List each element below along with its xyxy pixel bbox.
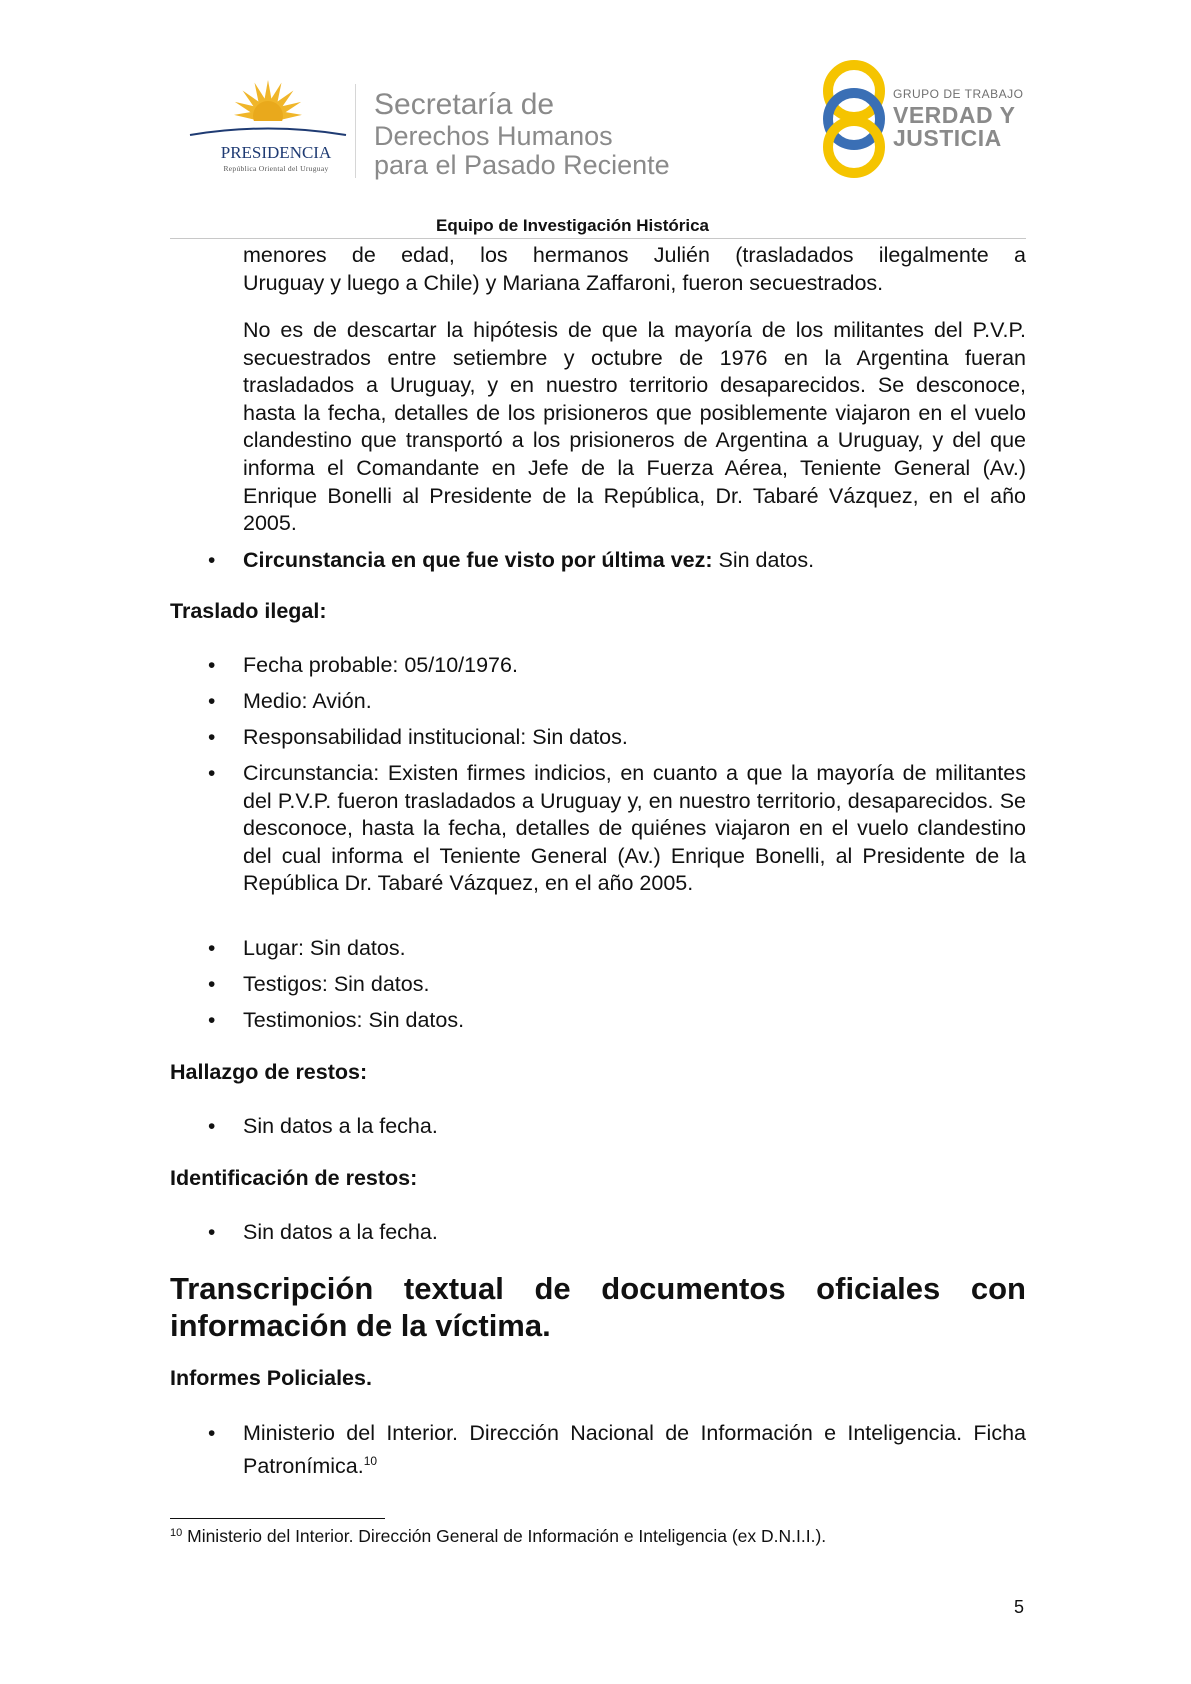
- grupo-trabajo-justicia: JUSTICIA: [893, 125, 1002, 151]
- list-item: • Testigos: Sin datos.: [200, 971, 1026, 999]
- list-item: • Sin datos a la fecha.: [200, 1219, 1026, 1247]
- bullet-icon: •: [208, 726, 216, 749]
- presidencia-logo: [188, 78, 348, 178]
- list-item: [200, 1420, 1026, 1480]
- header-divider: [355, 84, 356, 178]
- bullet-icon: •: [208, 690, 216, 713]
- informes-item-text: Ministerio del Interior. Dirección Nacional de Información e Inteligencia. Ficha Patronímica.: [243, 1421, 1026, 1478]
- grupo-trabajo-text: [893, 87, 1033, 150]
- grupo-trabajo-small: GRUPO DE TRABAJO: [893, 87, 1024, 101]
- bullet-icon: •: [208, 762, 216, 785]
- bullet-icon: •: [208, 1221, 216, 1244]
- secretaria-line-2: Derechos Humanos: [374, 121, 613, 151]
- list-item: • Responsabilidad institucional: Sin datos.: [200, 724, 1026, 752]
- list-item: • Medio: Avión.: [200, 688, 1026, 716]
- list-item: • Sin datos a la fecha.: [200, 1113, 1026, 1141]
- bullet-icon: •: [208, 973, 216, 996]
- last-seen-item: [200, 547, 1026, 575]
- last-seen-label: Circunstancia en que fue visto por última vez:: [243, 548, 713, 572]
- hallazgo-heading: Hallazgo de restos:: [170, 1060, 368, 1084]
- bullet-icon: •: [208, 937, 216, 960]
- traslado-heading: Traslado ilegal:: [170, 599, 327, 623]
- page-number: 5: [1014, 1597, 1025, 1617]
- republica-wordmark: República Oriental del Uruguay: [223, 164, 329, 173]
- footnote: [170, 1526, 826, 1547]
- secretaria-line-1: Secretaría de: [374, 88, 555, 121]
- list-item: • Circunstancia: Existen firmes indicios, en cuanto a que la mayoría de militantes del P.V.P. fueron trasladados a Uruguay y, en nuestro territorio, desaparecidos. Se desconoce, hasta la fecha, detalles de quiénes viajaron en el vuelo clandestino del cual informa el Teniente General (Av.) Enrique Bonelli, al Presidente de la República Dr. Tabaré Vázquez, en el año 2005.: [208, 761, 1026, 896]
- footnote-number: 10: [170, 1527, 183, 1539]
- footnote-rule: [170, 1518, 385, 1519]
- header-rule: [170, 238, 1026, 239]
- list-item: • Testimonios: Sin datos.: [200, 1007, 1026, 1035]
- continuation-line-2: Uruguay y luego a Chile) y Mariana Zaffaroni, fueron secuestrados.: [243, 271, 884, 295]
- secretaria-logo-text: [374, 88, 704, 180]
- informes-heading: Informes Policiales.: [170, 1366, 372, 1390]
- transcripcion-heading: Transcripción textual de documentos oficiales con información de la víctima.: [170, 1271, 1026, 1343]
- bullet-icon: •: [208, 654, 216, 677]
- sun-emblem-icon: [188, 78, 348, 178]
- bullet-icon: •: [208, 1422, 216, 1445]
- grupo-trabajo-verdad: VERDAD Y: [893, 102, 1016, 128]
- last-seen-value: Sin datos.: [712, 548, 815, 572]
- presidencia-wordmark: PRESIDENCIA: [220, 143, 332, 162]
- team-title: Equipo de Investigación Histórica: [436, 216, 709, 235]
- bullet-icon: •: [208, 549, 216, 572]
- secretaria-line-3: para el Pasado Reciente: [374, 150, 670, 180]
- footnote-text: Ministerio del Interior. Dirección General de Información e Inteligencia (ex D.N.I.I.).: [182, 1526, 827, 1546]
- list-item: • Fecha probable: 05/10/1976.: [200, 652, 1026, 680]
- bullet-icon: •: [208, 1009, 216, 1032]
- continuation-line-1: menores de edad, los hermanos Julién (trasladados ilegalmente a: [243, 243, 1026, 267]
- list-item: • Lugar: Sin datos.: [200, 935, 1026, 963]
- identificacion-heading: Identificación de restos:: [170, 1166, 418, 1190]
- bullet-icon: •: [208, 1115, 216, 1138]
- footnote-ref[interactable]: 10: [363, 1453, 378, 1468]
- hypothesis-paragraph: No es de descartar la hipótesis de que la mayoría de los militantes del P.V.P. secuestrados entre setiembre y octubre de 1976 en la Argentina fueran trasladados a Uruguay, y en nuestro territorio desaparecidos. Se desconoce, hasta la fecha, detalles de los prisioneros que posiblemente viajaron en el vuelo clandestino que transportó a los prisioneros de Argentina a Uruguay, y del que informa el Comandante en Jefe de la Fuerza Aérea, Teniente General (Av.) Enrique Bonelli al Presidente de la República, Dr. Tabaré Vázquez, en el año 2005.: [243, 318, 1026, 536]
